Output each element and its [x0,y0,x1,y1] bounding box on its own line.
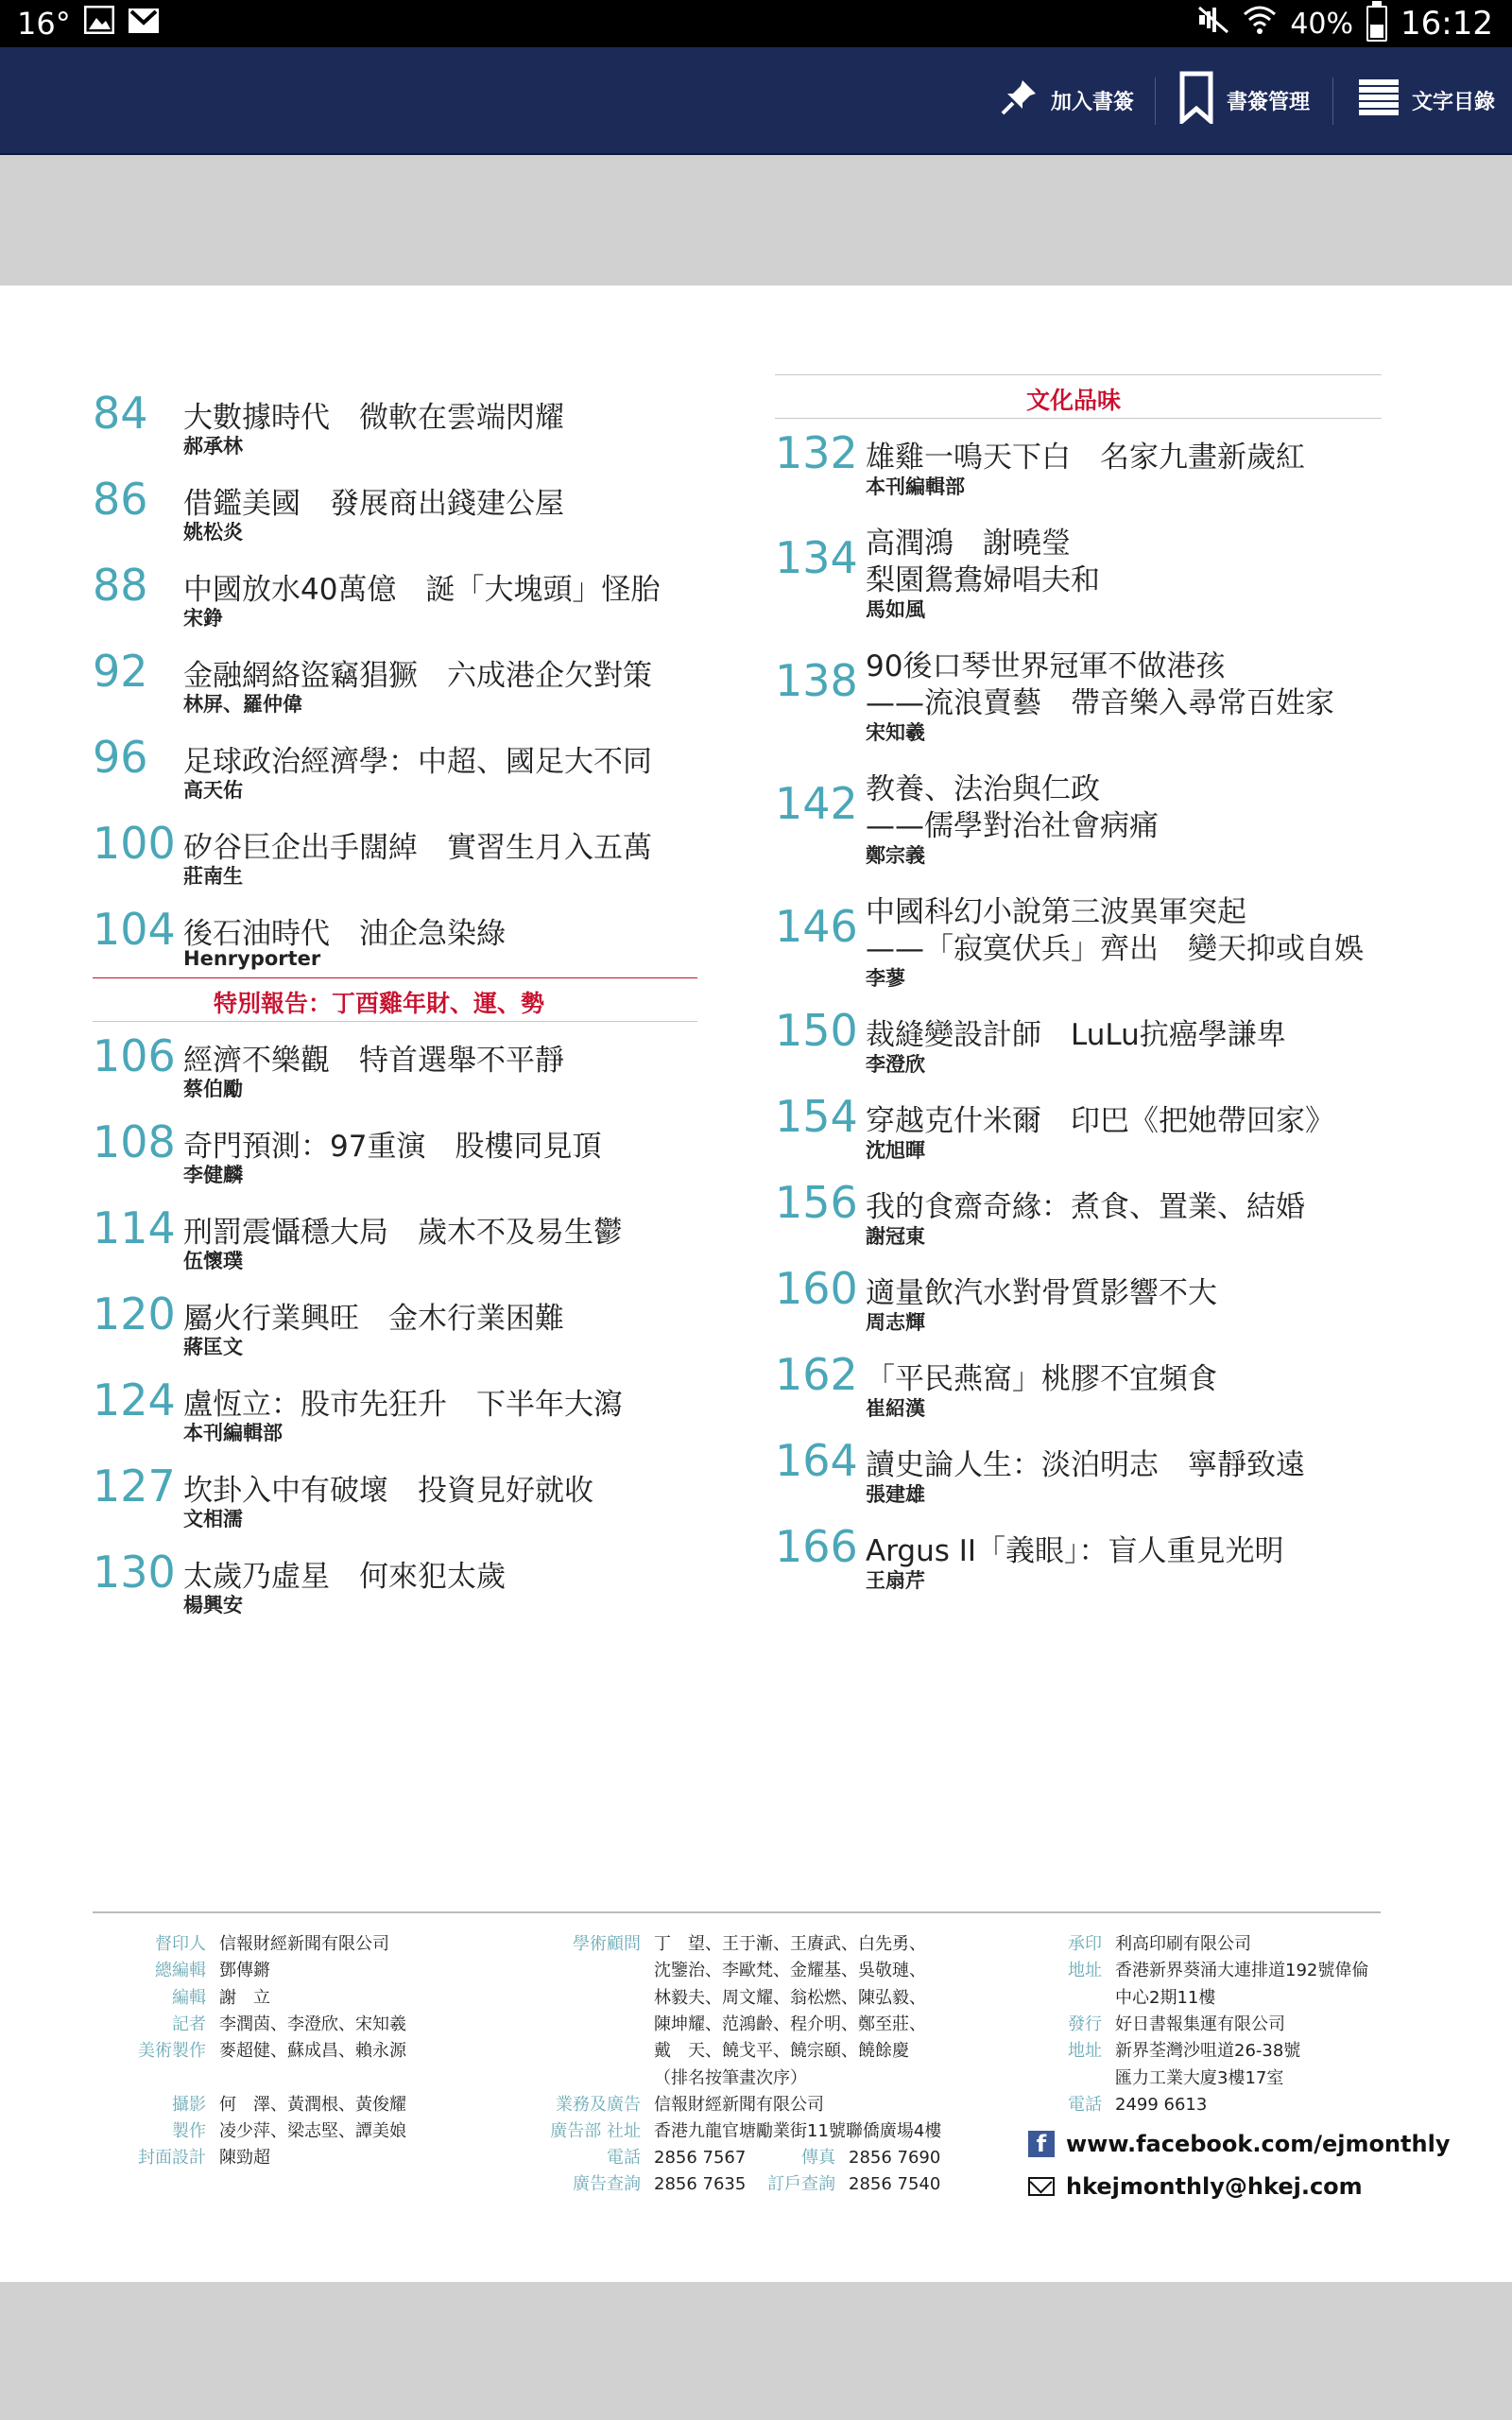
article-author: 本刊編輯部 [183,1422,283,1444]
article-title-line: 高潤鴻 謝曉瑩 [866,527,1071,561]
credit-value: 新界荃灣沙咀道26-38號 [1115,2041,1301,2062]
credit-value: 2856 7690 [849,2148,941,2168]
page-number: 134 [775,532,858,583]
article-author: 李蓼 [866,967,905,990]
credit-value: 林毅夫、周文耀、翁松燃、陳弘毅、 [654,1987,926,2008]
article-title-line: 90後口琴世界冠軍不做港孩 [866,649,1226,683]
article-title: 金融網絡盜竊猖獗 六成港企欠對策 [183,659,652,693]
article-title: 刑罰震懾穩大局 歲木不及易生鬱 [183,1216,623,1250]
credit-value: 謝 立 [219,1987,270,2008]
article-title-line: 讀史論人生：淡泊明志 寧靜致遠 [866,1448,1305,1482]
page-number: 86 [93,474,148,525]
article-title-line: 中國科幻小說第三波異軍突起 [866,895,1246,929]
credit-row [93,2144,270,2169]
page-number: 138 [775,655,858,706]
credit-value: 沈鑒治、李歐梵、金耀基、吳敬璉、 [654,1961,926,1981]
credit-value: 2856 7635 [654,2174,747,2195]
credit-label: 地址 [1068,2041,1102,2062]
credit-label: 美術製作 [138,2041,206,2062]
page-number: 120 [93,1288,176,1340]
page-number: 150 [775,1005,858,1056]
page-number: 106 [93,1030,176,1081]
credit-label: 廣告部 社址 [550,2121,641,2142]
credit-label: 地址 [1068,1961,1102,1981]
credit-label: 訂戶查詢 [767,2174,835,2195]
page-number: 166 [775,1521,858,1572]
credit-value: 何 澤、黃潤根、黃俊耀 [219,2094,406,2115]
article-author: 本刊編輯部 [866,475,965,498]
section-rule [775,418,1382,419]
page-number: 132 [775,427,858,478]
article-title-line: 梨園鴛鴦婦唱夫和 [866,563,1100,597]
status-bar [0,0,1512,47]
article-title-line: Argus II「義眼」：盲人重見光明 [866,1534,1284,1568]
article-author: 沈旭暉 [866,1139,925,1162]
mail-icon [1028,2177,1055,2196]
page-number: 142 [775,778,858,829]
article-title: 屬火行業興旺 金木行業困難 [183,1302,564,1336]
credit-row [1011,2011,1285,2035]
page-number: 146 [775,901,858,952]
article-author: 伍懷璞 [183,1250,243,1272]
page-number: 154 [775,1091,858,1142]
mute-icon [1197,6,1229,42]
article-title: 矽谷巨企出手闊綽 實習生月入五萬 [183,831,652,865]
article-title: 經濟不樂觀 特首選舉不平靜 [183,1044,564,1078]
article-author: 張建雄 [866,1483,925,1506]
facebook-link[interactable]: f www.facebook.com/ejmonthly [1028,2131,1450,2157]
page-number: 104 [93,904,176,955]
toolbar-divider [1155,78,1156,125]
credit-row [529,2091,824,2116]
article-author: 馬如風 [866,598,925,621]
credit-row [93,2091,406,2116]
credit-value: 2856 7567 [654,2148,747,2168]
article-title-line: 「平民燕窩」桃膠不宜頻食 [866,1362,1217,1396]
section-rule [775,374,1382,375]
toolbar-divider [1332,78,1333,125]
article-title-line: ——「寂寞伏兵」齊出 變天抑或自娛 [866,932,1364,966]
culture-heading: 文化品味 [1026,387,1122,414]
page-number: 130 [93,1547,176,1598]
article-title: 盧恆立：股市先狂升 下半年大瀉 [183,1388,623,1422]
page-number: 127 [93,1461,176,1512]
credit-value: 信報財經新聞有限公司 [219,1934,389,1954]
page-number: 84 [93,388,148,439]
list-icon [1359,79,1399,121]
image-icon [84,6,114,42]
article-title-line: 裁縫變設計師 LuLu抗癌學謙卑 [866,1018,1286,1052]
facebook-icon: f [1028,2131,1055,2157]
article-author: 王扇芹 [866,1569,925,1592]
text-toc-button[interactable]: 文字目錄 [1359,47,1495,153]
credit-row [1011,1957,1368,1981]
article-title-line: 雄雞一鳴天下白 名家九畫新歲紅 [866,441,1305,475]
page-number: 108 [93,1116,176,1167]
credit-label: 承印 [1068,1934,1102,1954]
article-title-line: ——儒學對治社會病痛 [866,809,1159,843]
credit-value: 中心2期11樓 [1115,1987,1216,2008]
page-number: 156 [775,1177,858,1228]
article-author: 莊南生 [183,865,243,888]
article-author: Henryporter [183,947,321,970]
article-author: 姚松炎 [183,521,243,544]
section-rule [93,1021,697,1022]
credit-row [93,1957,270,1981]
credit-label: 督印人 [155,1934,206,1954]
temperature: 16° [17,6,71,42]
wifi-icon [1243,5,1277,43]
article-author: 崔紹漢 [866,1397,925,1420]
credit-row [1011,2065,1283,2089]
article-author: 郝承林 [183,435,243,458]
credit-value: 鄧傳鏘 [219,1961,270,1981]
credit-value: 丁 望、王于漸、王賡武、白先勇、 [654,1934,926,1954]
reader-toolbar [0,47,1512,155]
page-number: 162 [775,1349,858,1400]
credit-value: （排名按筆畫次序） [654,2067,807,2088]
article-author: 蔣匡文 [183,1336,243,1358]
credit-value: 2856 7540 [849,2174,941,2195]
credit-value: 李潤茵、李澄欣、宋知羲 [219,2014,406,2034]
page-number: 164 [775,1435,858,1486]
article-title: 奇門預測：97重演 股樓同見頂 [183,1130,602,1164]
page-number: 124 [93,1374,176,1426]
credit-row [93,2011,406,2035]
pin-icon [1000,78,1038,122]
credit-row [529,2011,926,2035]
article-title: 借鑑美國 發展商出錢建公屋 [183,487,564,521]
credit-label: 學術顧問 [573,1934,641,1954]
section-rule [93,977,697,978]
credit-row [93,2037,406,2062]
article-title: 足球政治經濟學：中超、國足大不同 [183,745,652,779]
credit-value: 陳坤耀、范鴻齡、程介明、鄭至莊、 [654,2014,926,2034]
article-title-line: 我的食齋奇緣：煮食、置業、結婚 [866,1190,1305,1224]
credit-label: 電話 [1068,2094,1102,2115]
article-title-line: 穿越克什米爾 印巴《把她帶回家》 [866,1104,1334,1138]
credit-value: 匯力工業大廈3樓17室 [1115,2067,1284,2088]
article-title: 中國放水40萬億 誕「大塊頭」怪胎 [183,573,661,607]
credit-value: 陳勁超 [219,2148,270,2169]
article-title-line: ——流浪賣藝 帶音樂入尋常百姓家 [866,686,1334,720]
credit-row [93,1984,270,2009]
credit-row [529,1930,926,1955]
credit-row [529,2037,909,2062]
credit-value: 戴 天、饒戈平、饒宗頤、饒餘慶 [654,2041,909,2062]
credit-label: 廣告查詢 [573,2174,641,2195]
page-number: 92 [93,646,148,697]
article-author: 李健麟 [183,1164,243,1186]
credit-label: 總編輯 [155,1961,206,1981]
article-author: 楊興安 [183,1594,243,1616]
credit-row [529,1984,926,2009]
magazine-page [0,285,1512,2282]
credit-label: 電話 [607,2148,641,2168]
clock: 16:12 [1400,5,1493,43]
credit-row [93,2118,406,2142]
article-author: 宋錚 [183,607,223,630]
credit-label: 攝影 [172,2094,206,2115]
credit-label: 業務及廣告 [556,2094,641,2115]
credit-label: 製作 [172,2121,206,2142]
credit-row [1011,1984,1215,2009]
page-number: 114 [93,1202,176,1253]
article-title: 坎卦入中有破壞 投資見好就收 [183,1474,593,1508]
credit-label: 記者 [172,2014,206,2034]
article-author: 謝冠東 [866,1225,925,1248]
credit-row [1011,2037,1300,2062]
article-author: 林屏、羅仲偉 [183,693,302,716]
article-title: 太歲乃虛星 何來犯太歲 [183,1560,506,1594]
page-number: 96 [93,732,148,783]
credit-value: 信報財經新聞有限公司 [654,2094,824,2115]
article-author: 蔡伯勵 [183,1078,243,1100]
credit-value: 香港九龍官塘勵業街11號聯僑廣場4樓 [654,2121,942,2142]
manage-bookmarks-button[interactable]: 書簽管理 [1179,47,1310,153]
credit-row [1011,1930,1251,1955]
credit-value: 2499 6613 [1115,2094,1208,2115]
credit-row [1011,2091,1207,2116]
article-title: 後石油時代 油企急染綠 [183,917,506,951]
article-author: 李澄欣 [866,1053,925,1076]
battery-percent: 40% [1290,7,1354,41]
credit-label: 發行 [1068,2014,1102,2034]
article-title-line: 教養、法治與仁政 [866,772,1100,806]
article-author: 周志輝 [866,1311,925,1334]
credit-value: 好日書報集運有限公司 [1115,2014,1285,2034]
article-author: 高天佑 [183,779,243,802]
bookmark-icon [1179,71,1213,130]
credit-value: 麥超健、蘇成昌、賴永源 [219,2041,406,2062]
article-title-line: 適量飲汽水對骨質影響不大 [866,1276,1217,1310]
credit-label: 傳真 [801,2148,835,2168]
page-number: 88 [93,560,148,611]
article-author: 鄭宗義 [866,844,925,867]
credit-label: 封面設計 [138,2148,206,2169]
page-number: 160 [775,1263,858,1314]
credit-phone-row [529,2170,940,2195]
article-author: 宋知羲 [866,721,925,744]
add-bookmark-button[interactable]: 加入書簽 [1000,47,1134,153]
credit-value: 凌少萍、梁志堅、譚美娘 [219,2121,406,2142]
credit-phone-row [529,2144,940,2169]
special-report-heading: 特別報告：丁酉雞年財、運、勢 [214,990,545,1017]
credit-row [529,2118,941,2142]
credit-label: 編輯 [172,1987,206,2008]
gmail-icon [128,6,160,42]
page-number: 100 [93,818,176,869]
footer-divider [93,1911,1381,1913]
email-link[interactable]: hkejmonthly@hkej.com [1028,2173,1363,2200]
article-title: 大數據時代 微軟在雲端閃耀 [183,401,564,435]
credit-value: 香港新界葵涌大連排道192號偉倫 [1115,1961,1369,1981]
credit-row [529,1957,926,1981]
credit-row [529,2065,807,2089]
article-author: 文相濡 [183,1508,243,1530]
credit-value: 利高印刷有限公司 [1115,1934,1251,1954]
battery-icon [1366,6,1387,42]
credit-row [93,1930,389,1955]
